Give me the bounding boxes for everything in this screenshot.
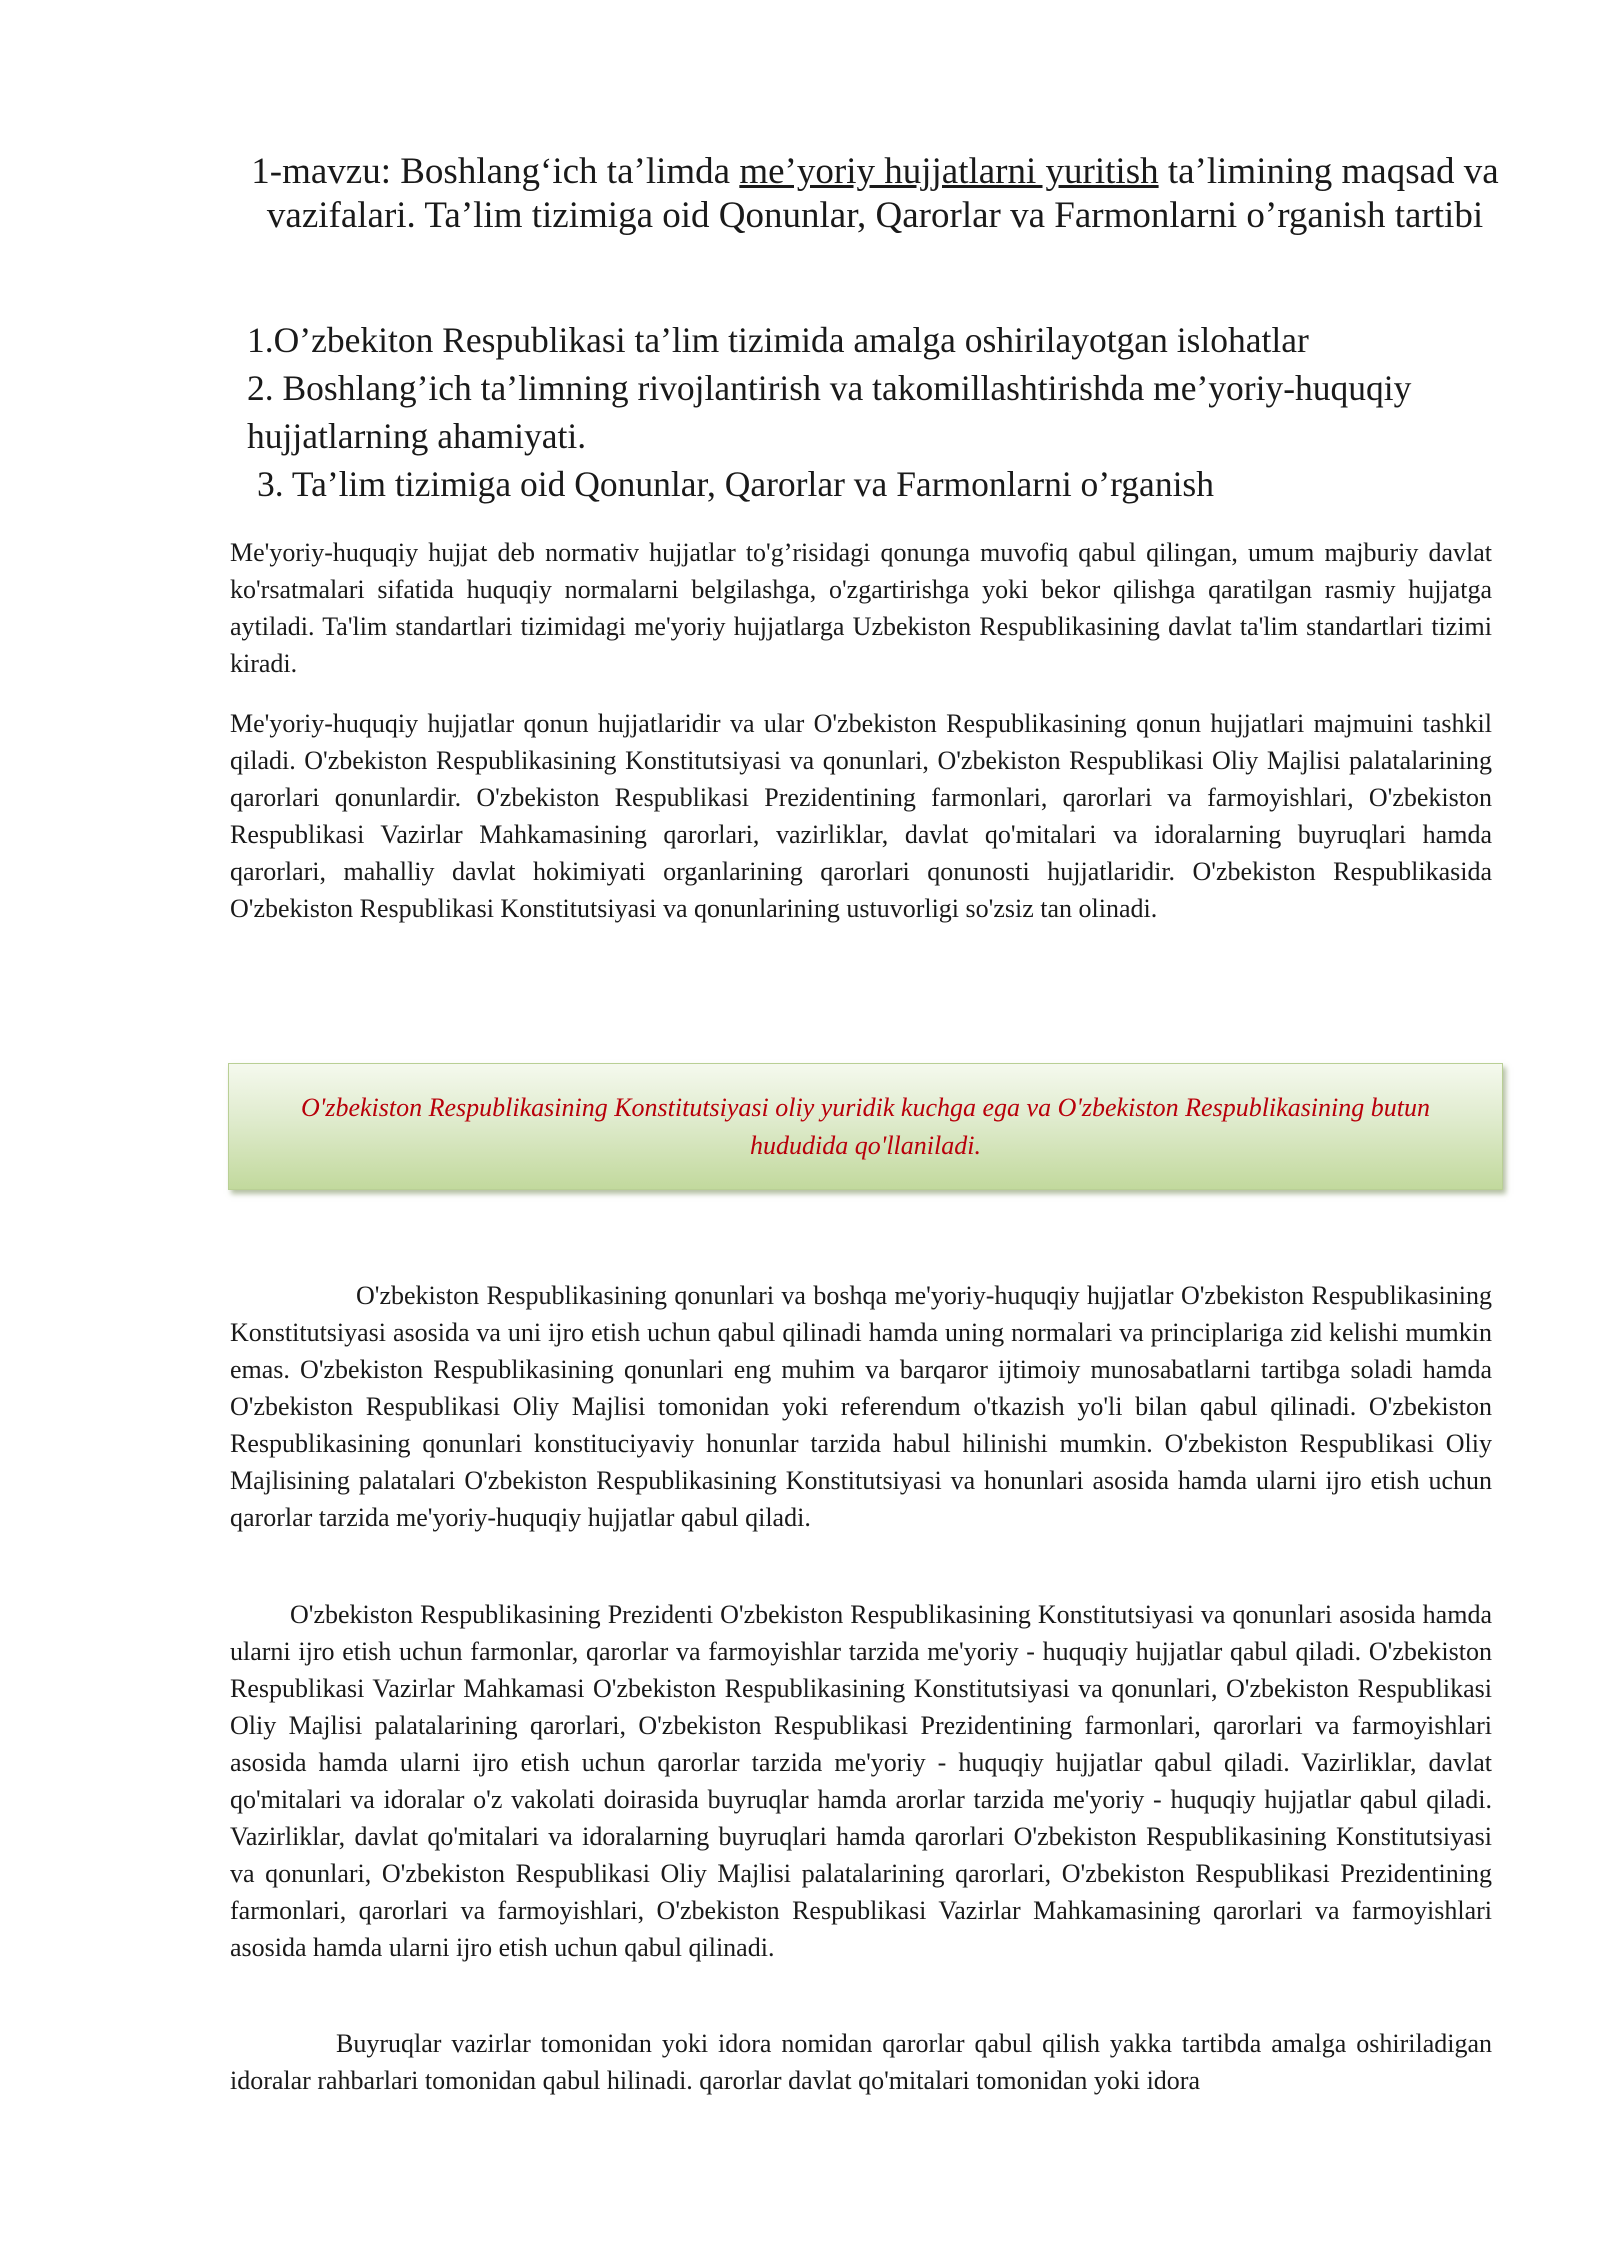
topic-question: 2. Boshlang’ich ta’limning rivojlantirish va takomillashtirishda me’yoriy-huquqiy hujjatlarning ahamiyati. bbox=[247, 368, 1412, 456]
title-prefix: 1-mavzu: Boshlang‘ich ta’limda bbox=[251, 151, 740, 192]
topic-question: 3. Ta’lim tizimiga oid Qonunlar, Qarorlar va Farmonlarni o’rganish bbox=[257, 464, 1214, 504]
title-suffix: ta’limining maqsad va vazifalari. Ta’lim tizimiga oid Qonunlar, Qarorlar va Farmonlarni o’rganish tartibi bbox=[266, 151, 1499, 236]
paragraph-laws: O'zbekiston Respublikasining qonunlari va boshqa me'yoriy-huquqiy hujjatlar O'zbekiston Respublikasining Konstitutsiyasi asosida va uni ijro etish uchun qabul qilinadi hamda uning normalari va principlariga zid kelishi mumkin emas. O'zbekiston Respublikasining qonunlari eng muhim va barqaror ijtimoiy munosabatlarni tartibga soladi hamda O'zbekiston Respublikasi Oliy Majlisi tomonidan yoki referendum o'tkazish yo'li bilan qabul qilinadi. O'zbekiston Respublikasining qonunlari konstituciyaviy honunlar tarzida habul hilinishi mumkin. O'zbekiston Respublikasi Oliy Majlisining palatalari O'zbekiston Respublikasining Konstitutsiyasi va honunlari asosida hamda ularni ijro etish uchun qarorlar tarzida me'yoriy-huquqiy hujjatlar qabul qiladi. bbox=[230, 1281, 1492, 1532]
paragraph-definition: Me'yoriy-huquqiy hujjat deb normativ hujjatlar to'g’risidagi qonunga muvofiq qabul qilingan, umum majburiy davlat ko'rsatmalari sifatida huquqiy normalarni belgilashga, o'zgartirishga yoki bekor qilishga qaratilgan rasmiy hujjatga aytiladi. Ta'lim standartlari tizimidagi me'yoriy hujjatlarga Uzbekiston Respublikasining davlat ta'lim standartlari tizimi kiradi. bbox=[230, 538, 1492, 678]
topic-questions-list bbox=[247, 316, 1547, 508]
topic-question: 1.O’zbekiton Respublikasi ta’lim tizimida amalga oshirilayotgan islohatlar bbox=[247, 320, 1309, 360]
callout-text: O'zbekiston Respublikasining Konstitutsiyasi oliy yuridik kuchga ega va O'zbekiston Respublikasining butun hududida qo'llaniladi. bbox=[301, 1092, 1430, 1160]
title-underlined-phrase: me’yoriy hujjatlarni yuritish bbox=[739, 151, 1159, 192]
paragraph-legal-acts: Me'yoriy-huquqiy hujjatlar qonun hujjatlaridir va ular O'zbekiston Respublikasining qonun hujjatlari majmuini tashkil qiladi. O'zbekiston Respublikasining Konstitutsiyasi va qonunlari, O'zbekiston Respublikasi Oliy Majlisi palatalarining qarorlari qonunlardir. O'zbekiston Respublikasi Prezidentining farmonlari, qarorlari va farmoyishlari, O'zbekiston Respublikasi Vazirlar Mahkamasining qarorlari, vazirliklar, davlat qo'mitalari va idoralarning buyruqlari hamda qarorlari, mahalliy davlat hokimiyati organlarining qarorlari qonunosti hujjatlaridir. O'zbekiston Respublikasida O'zbekiston Respublikasi Konstitutsiyasi va qonunlarining ustuvorligi so'zsiz tan olinadi. bbox=[230, 709, 1492, 923]
page-title bbox=[230, 150, 1520, 238]
constitution-callout-box bbox=[228, 1063, 1503, 1190]
paragraph-president-acts: O'zbekiston Respublikasining Prezidenti O'zbekiston Respublikasining Konstitutsiyasi va qonunlari asosida hamda ularni ijro etish uchun farmonlar, qarorlar va farmoyishlar tarzida me'yoriy - huquqiy hujjatlar qabul qiladi. O'zbekiston Respublikasi Vazirlar Mahkamasi O'zbekiston Respublikasining Konstitutsiyasi va qonunlari, O'zbekiston Respublikasi Oliy Majlisi palatalarining qarorlari, O'zbekiston Respublikasi Prezidentining farmonlari, qarorlari va farmoyishlari asosida hamda ularni ijro etish uchun qarorlar tarzida me'yoriy - huquqiy hujjatlar qabul qiladi. Vazirliklar, davlat qo'mitalari va idoralar o'z vakolati doirasida buyruqlar hamda arorlar tarzida me'yoriy - huquqiy hujjatlar qabul qiladi. Vazirliklar, davlat qo'mitalari va idoralarning buyruqlari hamda qarorlari O'zbekiston Respublikasining Konstitutsiyasi va qonunlari, O'zbekiston Respublikasi Oliy Majlisi palatalarining qarorlari, O'zbekiston Respublikasi Prezidentining farmonlari, qarorlari va farmoyishlari, O'zbekiston Respublikasi Vazirlar Mahkamasining qarorlari va farmoyishlari asosida hamda ularni ijro etish uchun qabul qilinadi. bbox=[230, 1600, 1492, 1962]
paragraph-orders: Buyruqlar vazirlar tomonidan yoki idora nomidan qarorlar qabul qilish yakka tartibda amalga oshiriladigan idoralar rahbarlari tomonidan qabul hilinadi. qarorlar davlat qo'mitalari tomonidan yoki idora bbox=[230, 2029, 1492, 2095]
